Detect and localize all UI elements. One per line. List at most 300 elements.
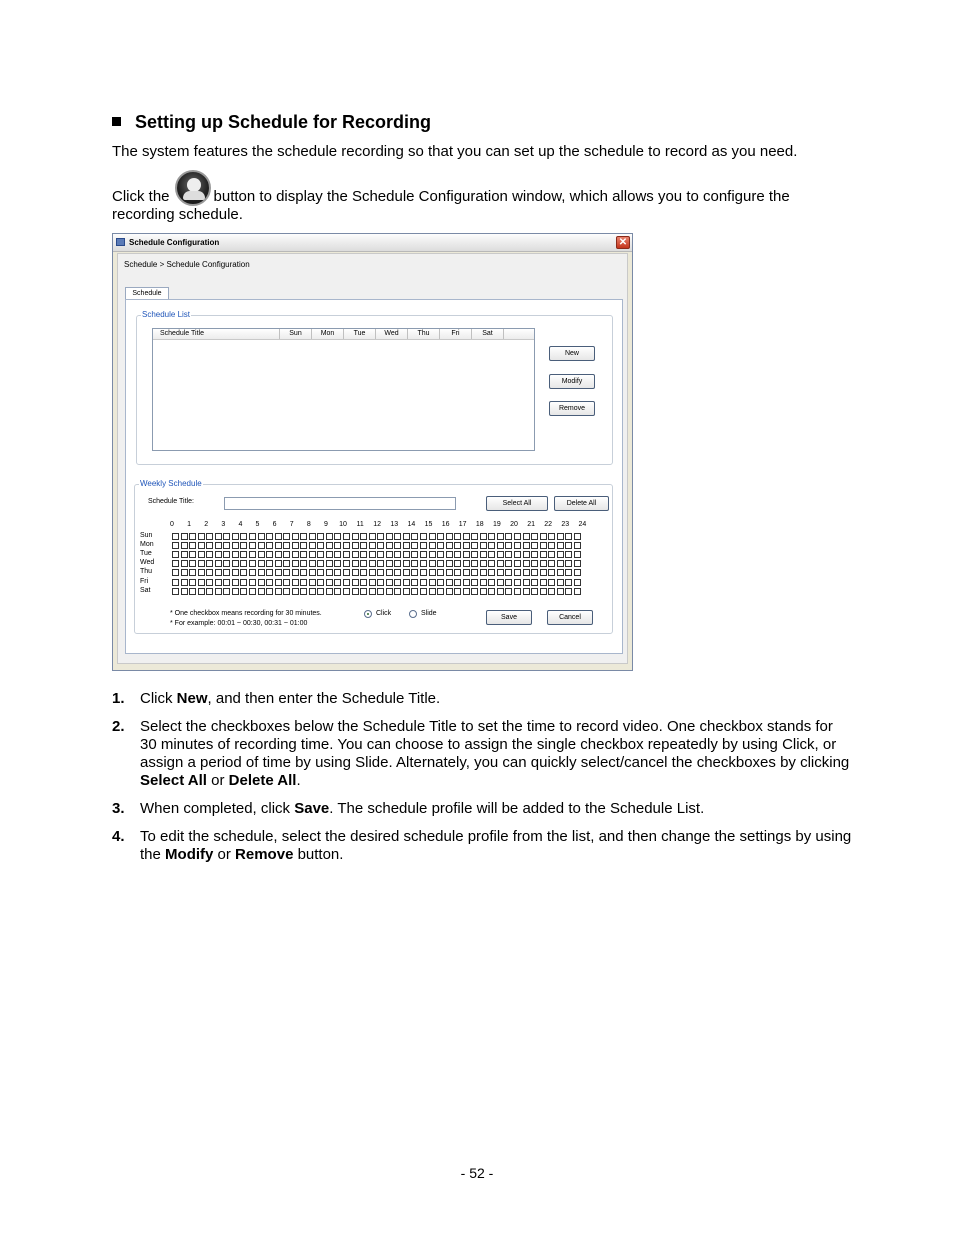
- schedule-slot-checkbox[interactable]: [565, 569, 572, 576]
- schedule-slot-checkbox[interactable]: [523, 588, 530, 595]
- schedule-slot-checkbox[interactable]: [258, 533, 265, 540]
- schedule-slot-checkbox[interactable]: [557, 560, 564, 567]
- schedule-slot-checkbox[interactable]: [497, 579, 504, 586]
- schedule-slot-checkbox[interactable]: [463, 579, 470, 586]
- schedule-slot-checkbox[interactable]: [266, 560, 273, 567]
- schedule-slot-checkbox[interactable]: [514, 588, 521, 595]
- schedule-slot-checkbox[interactable]: [309, 542, 316, 549]
- schedule-slot-checkbox[interactable]: [232, 579, 239, 586]
- schedule-slot-checkbox[interactable]: [343, 569, 350, 576]
- schedule-slot-checkbox[interactable]: [266, 533, 273, 540]
- schedule-slot-checkbox[interactable]: [275, 542, 282, 549]
- schedule-slot-checkbox[interactable]: [206, 579, 213, 586]
- schedule-slot-checkbox[interactable]: [420, 551, 427, 558]
- schedule-slot-checkbox[interactable]: [386, 588, 393, 595]
- schedule-slot-checkbox[interactable]: [275, 533, 282, 540]
- schedule-slot-checkbox[interactable]: [480, 551, 487, 558]
- remove-button[interactable]: Remove: [549, 401, 595, 416]
- schedule-slot-checkbox[interactable]: [565, 579, 572, 586]
- schedule-slot-checkbox[interactable]: [300, 542, 307, 549]
- schedule-slot-checkbox[interactable]: [206, 560, 213, 567]
- schedule-slot-checkbox[interactable]: [557, 542, 564, 549]
- schedule-slot-checkbox[interactable]: [181, 588, 188, 595]
- schedule-slot-checkbox[interactable]: [523, 569, 530, 576]
- schedule-slot-checkbox[interactable]: [403, 588, 410, 595]
- schedule-slot-checkbox[interactable]: [181, 542, 188, 549]
- schedule-slot-checkbox[interactable]: [394, 569, 401, 576]
- schedule-slot-checkbox[interactable]: [215, 579, 222, 586]
- schedule-slot-checkbox[interactable]: [394, 588, 401, 595]
- schedule-slot-checkbox[interactable]: [198, 551, 205, 558]
- schedule-slot-checkbox[interactable]: [497, 551, 504, 558]
- schedule-slot-checkbox[interactable]: [377, 579, 384, 586]
- schedule-slot-checkbox[interactable]: [403, 542, 410, 549]
- tab-schedule[interactable]: Schedule: [125, 287, 169, 300]
- schedule-slot-checkbox[interactable]: [523, 551, 530, 558]
- schedule-slot-checkbox[interactable]: [352, 551, 359, 558]
- schedule-slot-checkbox[interactable]: [446, 579, 453, 586]
- schedule-slot-checkbox[interactable]: [181, 551, 188, 558]
- schedule-slot-checkbox[interactable]: [215, 551, 222, 558]
- schedule-slot-checkbox[interactable]: [198, 533, 205, 540]
- schedule-slot-checkbox[interactable]: [334, 560, 341, 567]
- schedule-slot-checkbox[interactable]: [480, 542, 487, 549]
- schedule-slot-checkbox[interactable]: [223, 542, 230, 549]
- schedule-slot-checkbox[interactable]: [258, 569, 265, 576]
- schedule-slot-checkbox[interactable]: [403, 533, 410, 540]
- schedule-slot-checkbox[interactable]: [463, 542, 470, 549]
- schedule-slot-checkbox[interactable]: [523, 533, 530, 540]
- schedule-slot-checkbox[interactable]: [300, 588, 307, 595]
- schedule-slot-checkbox[interactable]: [463, 560, 470, 567]
- schedule-slot-checkbox[interactable]: [181, 560, 188, 567]
- schedule-slot-checkbox[interactable]: [531, 542, 538, 549]
- schedule-slot-checkbox[interactable]: [565, 542, 572, 549]
- schedule-slot-checkbox[interactable]: [557, 569, 564, 576]
- schedule-slot-checkbox[interactable]: [574, 560, 581, 567]
- schedule-slot-checkbox[interactable]: [334, 542, 341, 549]
- schedule-slot-checkbox[interactable]: [300, 569, 307, 576]
- schedule-slot-checkbox[interactable]: [574, 579, 581, 586]
- schedule-slot-checkbox[interactable]: [300, 579, 307, 586]
- schedule-slot-checkbox[interactable]: [326, 551, 333, 558]
- schedule-slot-checkbox[interactable]: [574, 569, 581, 576]
- schedule-slot-checkbox[interactable]: [232, 542, 239, 549]
- select-all-button[interactable]: Select All: [486, 496, 548, 511]
- schedule-slot-checkbox[interactable]: [574, 542, 581, 549]
- schedule-slot-checkbox[interactable]: [283, 533, 290, 540]
- schedule-slot-checkbox[interactable]: [497, 569, 504, 576]
- schedule-slot-checkbox[interactable]: [548, 551, 555, 558]
- schedule-slot-checkbox[interactable]: [403, 560, 410, 567]
- schedule-slot-checkbox[interactable]: [249, 579, 256, 586]
- list-column-header[interactable]: Sat: [472, 329, 504, 339]
- schedule-slot-checkbox[interactable]: [377, 569, 384, 576]
- schedule-slot-checkbox[interactable]: [411, 569, 418, 576]
- schedule-slot-checkbox[interactable]: [531, 560, 538, 567]
- schedule-slot-checkbox[interactable]: [463, 569, 470, 576]
- list-column-header[interactable]: Mon: [312, 329, 344, 339]
- schedule-slot-checkbox[interactable]: [334, 588, 341, 595]
- schedule-slot-checkbox[interactable]: [275, 579, 282, 586]
- schedule-slot-checkbox[interactable]: [352, 542, 359, 549]
- schedule-slot-checkbox[interactable]: [189, 560, 196, 567]
- schedule-slot-checkbox[interactable]: [352, 569, 359, 576]
- schedule-slot-checkbox[interactable]: [377, 588, 384, 595]
- schedule-slot-checkbox[interactable]: [198, 569, 205, 576]
- schedule-slot-checkbox[interactable]: [437, 579, 444, 586]
- schedule-slot-checkbox[interactable]: [369, 579, 376, 586]
- schedule-slot-checkbox[interactable]: [223, 569, 230, 576]
- schedule-slot-checkbox[interactable]: [514, 551, 521, 558]
- list-column-header[interactable]: Thu: [408, 329, 440, 339]
- schedule-slot-checkbox[interactable]: [454, 551, 461, 558]
- schedule-slot-checkbox[interactable]: [283, 569, 290, 576]
- schedule-slot-checkbox[interactable]: [394, 579, 401, 586]
- schedule-slot-checkbox[interactable]: [258, 560, 265, 567]
- schedule-slot-checkbox[interactable]: [488, 588, 495, 595]
- schedule-slot-checkbox[interactable]: [198, 588, 205, 595]
- schedule-slot-checkbox[interactable]: [266, 588, 273, 595]
- schedule-slot-checkbox[interactable]: [394, 542, 401, 549]
- schedule-slot-checkbox[interactable]: [557, 533, 564, 540]
- schedule-slot-checkbox[interactable]: [429, 588, 436, 595]
- schedule-slot-checkbox[interactable]: [198, 560, 205, 567]
- list-column-header[interactable]: Sun: [280, 329, 312, 339]
- schedule-slot-checkbox[interactable]: [548, 560, 555, 567]
- schedule-slot-checkbox[interactable]: [326, 588, 333, 595]
- schedule-slot-checkbox[interactable]: [514, 533, 521, 540]
- schedule-slot-checkbox[interactable]: [505, 542, 512, 549]
- schedule-slot-checkbox[interactable]: [523, 542, 530, 549]
- schedule-slot-checkbox[interactable]: [411, 551, 418, 558]
- schedule-slot-checkbox[interactable]: [360, 569, 367, 576]
- schedule-slot-checkbox[interactable]: [420, 533, 427, 540]
- schedule-slot-checkbox[interactable]: [386, 533, 393, 540]
- schedule-slot-checkbox[interactable]: [240, 542, 247, 549]
- schedule-slot-checkbox[interactable]: [471, 588, 478, 595]
- schedule-slot-checkbox[interactable]: [429, 560, 436, 567]
- schedule-slot-checkbox[interactable]: [540, 551, 547, 558]
- slide-mode-radio[interactable]: [409, 610, 417, 618]
- schedule-slot-checkbox[interactable]: [249, 542, 256, 549]
- schedule-slot-checkbox[interactable]: [446, 533, 453, 540]
- schedule-slot-checkbox[interactable]: [326, 533, 333, 540]
- schedule-slot-checkbox[interactable]: [386, 551, 393, 558]
- schedule-slot-checkbox[interactable]: [403, 551, 410, 558]
- schedule-slot-checkbox[interactable]: [334, 579, 341, 586]
- schedule-slot-checkbox[interactable]: [497, 588, 504, 595]
- schedule-slot-checkbox[interactable]: [411, 588, 418, 595]
- schedule-slot-checkbox[interactable]: [437, 551, 444, 558]
- schedule-slot-checkbox[interactable]: [454, 588, 461, 595]
- schedule-slot-checkbox[interactable]: [403, 579, 410, 586]
- schedule-slot-checkbox[interactable]: [446, 551, 453, 558]
- schedule-slot-checkbox[interactable]: [317, 542, 324, 549]
- schedule-slot-checkbox[interactable]: [343, 533, 350, 540]
- schedule-slot-checkbox[interactable]: [488, 579, 495, 586]
- schedule-slot-checkbox[interactable]: [454, 542, 461, 549]
- schedule-slot-checkbox[interactable]: [514, 569, 521, 576]
- modify-button[interactable]: Modify: [549, 374, 595, 389]
- schedule-slot-checkbox[interactable]: [215, 542, 222, 549]
- schedule-slot-checkbox[interactable]: [317, 551, 324, 558]
- schedule-slot-checkbox[interactable]: [309, 579, 316, 586]
- schedule-slot-checkbox[interactable]: [206, 551, 213, 558]
- schedule-slot-checkbox[interactable]: [454, 579, 461, 586]
- schedule-slot-checkbox[interactable]: [309, 569, 316, 576]
- schedule-slot-checkbox[interactable]: [471, 533, 478, 540]
- delete-all-button[interactable]: Delete All: [554, 496, 609, 511]
- schedule-slot-checkbox[interactable]: [317, 560, 324, 567]
- schedule-slot-checkbox[interactable]: [565, 551, 572, 558]
- schedule-slot-checkbox[interactable]: [574, 533, 581, 540]
- schedule-slot-checkbox[interactable]: [172, 579, 179, 586]
- schedule-slot-checkbox[interactable]: [249, 588, 256, 595]
- schedule-slot-checkbox[interactable]: [360, 551, 367, 558]
- schedule-slot-checkbox[interactable]: [266, 579, 273, 586]
- schedule-slot-checkbox[interactable]: [497, 533, 504, 540]
- schedule-slot-checkbox[interactable]: [471, 560, 478, 567]
- schedule-slot-checkbox[interactable]: [429, 579, 436, 586]
- schedule-slot-checkbox[interactable]: [488, 533, 495, 540]
- schedule-slot-checkbox[interactable]: [249, 551, 256, 558]
- schedule-slot-checkbox[interactable]: [317, 533, 324, 540]
- schedule-slot-checkbox[interactable]: [411, 579, 418, 586]
- schedule-slot-checkbox[interactable]: [292, 569, 299, 576]
- schedule-slot-checkbox[interactable]: [283, 560, 290, 567]
- schedule-slot-checkbox[interactable]: [317, 579, 324, 586]
- schedule-slot-checkbox[interactable]: [480, 588, 487, 595]
- schedule-slot-checkbox[interactable]: [300, 560, 307, 567]
- schedule-slot-checkbox[interactable]: [232, 588, 239, 595]
- schedule-slot-checkbox[interactable]: [394, 533, 401, 540]
- schedule-slot-checkbox[interactable]: [317, 569, 324, 576]
- schedule-slot-checkbox[interactable]: [223, 588, 230, 595]
- schedule-slot-checkbox[interactable]: [471, 542, 478, 549]
- schedule-slot-checkbox[interactable]: [181, 569, 188, 576]
- schedule-slot-checkbox[interactable]: [326, 560, 333, 567]
- list-column-header[interactable]: Wed: [376, 329, 408, 339]
- save-button[interactable]: Save: [486, 610, 532, 625]
- schedule-slot-checkbox[interactable]: [292, 588, 299, 595]
- schedule-slot-checkbox[interactable]: [309, 551, 316, 558]
- schedule-slot-checkbox[interactable]: [309, 533, 316, 540]
- schedule-slot-checkbox[interactable]: [531, 569, 538, 576]
- schedule-slot-checkbox[interactable]: [420, 560, 427, 567]
- schedule-slot-checkbox[interactable]: [488, 569, 495, 576]
- schedule-slot-checkbox[interactable]: [557, 588, 564, 595]
- schedule-slot-checkbox[interactable]: [240, 569, 247, 576]
- schedule-slot-checkbox[interactable]: [309, 588, 316, 595]
- schedule-slot-checkbox[interactable]: [471, 551, 478, 558]
- schedule-slot-checkbox[interactable]: [505, 569, 512, 576]
- schedule-slot-checkbox[interactable]: [343, 579, 350, 586]
- schedule-slot-checkbox[interactable]: [386, 569, 393, 576]
- schedule-slot-checkbox[interactable]: [369, 588, 376, 595]
- schedule-slot-checkbox[interactable]: [249, 569, 256, 576]
- schedule-slot-checkbox[interactable]: [386, 560, 393, 567]
- schedule-slot-checkbox[interactable]: [540, 533, 547, 540]
- schedule-slot-checkbox[interactable]: [531, 533, 538, 540]
- schedule-slot-checkbox[interactable]: [240, 560, 247, 567]
- schedule-slot-checkbox[interactable]: [172, 533, 179, 540]
- schedule-slot-checkbox[interactable]: [497, 542, 504, 549]
- schedule-slot-checkbox[interactable]: [326, 542, 333, 549]
- schedule-slot-checkbox[interactable]: [480, 579, 487, 586]
- schedule-slot-checkbox[interactable]: [574, 588, 581, 595]
- schedule-slot-checkbox[interactable]: [172, 542, 179, 549]
- schedule-slot-checkbox[interactable]: [292, 560, 299, 567]
- schedule-slot-checkbox[interactable]: [531, 588, 538, 595]
- schedule-slot-checkbox[interactable]: [505, 579, 512, 586]
- schedule-slot-checkbox[interactable]: [258, 588, 265, 595]
- schedule-slot-checkbox[interactable]: [565, 533, 572, 540]
- schedule-slot-checkbox[interactable]: [446, 542, 453, 549]
- schedule-slot-checkbox[interactable]: [249, 533, 256, 540]
- schedule-slot-checkbox[interactable]: [215, 560, 222, 567]
- schedule-slot-checkbox[interactable]: [206, 533, 213, 540]
- schedule-slot-checkbox[interactable]: [480, 560, 487, 567]
- schedule-slot-checkbox[interactable]: [283, 542, 290, 549]
- schedule-slot-checkbox[interactable]: [300, 551, 307, 558]
- schedule-slot-checkbox[interactable]: [360, 560, 367, 567]
- schedule-slot-checkbox[interactable]: [266, 551, 273, 558]
- schedule-slot-checkbox[interactable]: [215, 533, 222, 540]
- schedule-slot-checkbox[interactable]: [206, 588, 213, 595]
- schedule-slot-checkbox[interactable]: [557, 551, 564, 558]
- cancel-button[interactable]: Cancel: [547, 610, 593, 625]
- schedule-slot-checkbox[interactable]: [429, 551, 436, 558]
- schedule-slot-checkbox[interactable]: [514, 542, 521, 549]
- schedule-slot-checkbox[interactable]: [215, 569, 222, 576]
- schedule-slot-checkbox[interactable]: [437, 542, 444, 549]
- schedule-slot-checkbox[interactable]: [292, 551, 299, 558]
- schedule-slot-checkbox[interactable]: [275, 551, 282, 558]
- close-button[interactable]: ✕: [616, 236, 630, 249]
- schedule-slot-checkbox[interactable]: [557, 579, 564, 586]
- schedule-slot-checkbox[interactable]: [523, 560, 530, 567]
- schedule-slot-checkbox[interactable]: [488, 560, 495, 567]
- schedule-slot-checkbox[interactable]: [360, 533, 367, 540]
- schedule-slot-checkbox[interactable]: [292, 579, 299, 586]
- list-column-header[interactable]: Tue: [344, 329, 376, 339]
- schedule-slot-checkbox[interactable]: [463, 588, 470, 595]
- schedule-slot-checkbox[interactable]: [540, 579, 547, 586]
- schedule-slot-checkbox[interactable]: [454, 533, 461, 540]
- schedule-slot-checkbox[interactable]: [446, 560, 453, 567]
- schedule-slot-checkbox[interactable]: [283, 551, 290, 558]
- schedule-slot-checkbox[interactable]: [334, 533, 341, 540]
- schedule-slot-checkbox[interactable]: [172, 560, 179, 567]
- schedule-slot-checkbox[interactable]: [352, 533, 359, 540]
- schedule-slot-checkbox[interactable]: [446, 569, 453, 576]
- list-column-header[interactable]: Fri: [440, 329, 472, 339]
- schedule-slot-checkbox[interactable]: [437, 560, 444, 567]
- schedule-slot-checkbox[interactable]: [258, 551, 265, 558]
- schedule-slot-checkbox[interactable]: [531, 551, 538, 558]
- schedule-slot-checkbox[interactable]: [574, 551, 581, 558]
- schedule-slot-checkbox[interactable]: [531, 579, 538, 586]
- schedule-slot-checkbox[interactable]: [223, 579, 230, 586]
- schedule-slot-checkbox[interactable]: [189, 579, 196, 586]
- schedule-slot-checkbox[interactable]: [283, 579, 290, 586]
- schedule-slot-checkbox[interactable]: [189, 542, 196, 549]
- schedule-slot-checkbox[interactable]: [514, 560, 521, 567]
- schedule-slot-checkbox[interactable]: [223, 533, 230, 540]
- schedule-slot-checkbox[interactable]: [275, 588, 282, 595]
- schedule-slot-checkbox[interactable]: [548, 569, 555, 576]
- schedule-slot-checkbox[interactable]: [360, 588, 367, 595]
- schedule-slot-checkbox[interactable]: [420, 588, 427, 595]
- new-button[interactable]: New: [549, 346, 595, 361]
- schedule-slot-checkbox[interactable]: [411, 533, 418, 540]
- schedule-slot-checkbox[interactable]: [232, 569, 239, 576]
- schedule-slot-checkbox[interactable]: [386, 542, 393, 549]
- schedule-slot-checkbox[interactable]: [497, 560, 504, 567]
- schedule-slot-checkbox[interactable]: [343, 588, 350, 595]
- schedule-slot-checkbox[interactable]: [206, 569, 213, 576]
- schedule-slot-checkbox[interactable]: [565, 560, 572, 567]
- schedule-slot-checkbox[interactable]: [480, 533, 487, 540]
- schedule-slot-checkbox[interactable]: [172, 551, 179, 558]
- schedule-slot-checkbox[interactable]: [240, 551, 247, 558]
- schedule-slot-checkbox[interactable]: [343, 542, 350, 549]
- schedule-slot-checkbox[interactable]: [189, 533, 196, 540]
- schedule-slot-checkbox[interactable]: [437, 588, 444, 595]
- schedule-slot-checkbox[interactable]: [360, 542, 367, 549]
- schedule-slot-checkbox[interactable]: [420, 579, 427, 586]
- schedule-slot-checkbox[interactable]: [309, 560, 316, 567]
- schedule-slot-checkbox[interactable]: [505, 588, 512, 595]
- schedule-list-view[interactable]: [152, 328, 535, 451]
- schedule-slot-checkbox[interactable]: [352, 579, 359, 586]
- schedule-slot-checkbox[interactable]: [232, 560, 239, 567]
- schedule-slot-checkbox[interactable]: [240, 588, 247, 595]
- schedule-slot-checkbox[interactable]: [189, 551, 196, 558]
- schedule-slot-checkbox[interactable]: [369, 551, 376, 558]
- schedule-slot-checkbox[interactable]: [266, 542, 273, 549]
- schedule-slot-checkbox[interactable]: [352, 560, 359, 567]
- schedule-slot-checkbox[interactable]: [565, 588, 572, 595]
- schedule-slot-checkbox[interactable]: [548, 588, 555, 595]
- schedule-slot-checkbox[interactable]: [172, 588, 179, 595]
- schedule-slot-checkbox[interactable]: [437, 569, 444, 576]
- schedule-slot-checkbox[interactable]: [377, 533, 384, 540]
- list-column-header[interactable]: Schedule Title: [153, 329, 280, 339]
- schedule-slot-checkbox[interactable]: [275, 560, 282, 567]
- schedule-slot-checkbox[interactable]: [429, 569, 436, 576]
- schedule-slot-checkbox[interactable]: [463, 533, 470, 540]
- schedule-slot-checkbox[interactable]: [292, 542, 299, 549]
- schedule-slot-checkbox[interactable]: [249, 560, 256, 567]
- schedule-slot-checkbox[interactable]: [540, 569, 547, 576]
- schedule-slot-checkbox[interactable]: [198, 579, 205, 586]
- schedule-slot-checkbox[interactable]: [403, 569, 410, 576]
- schedule-slot-checkbox[interactable]: [189, 588, 196, 595]
- schedule-slot-checkbox[interactable]: [454, 560, 461, 567]
- schedule-slot-checkbox[interactable]: [360, 579, 367, 586]
- schedule-slot-checkbox[interactable]: [488, 542, 495, 549]
- schedule-slot-checkbox[interactable]: [352, 588, 359, 595]
- schedule-slot-checkbox[interactable]: [505, 560, 512, 567]
- schedule-slot-checkbox[interactable]: [411, 560, 418, 567]
- schedule-slot-checkbox[interactable]: [326, 569, 333, 576]
- schedule-slot-checkbox[interactable]: [471, 579, 478, 586]
- schedule-slot-checkbox[interactable]: [292, 533, 299, 540]
- schedule-slot-checkbox[interactable]: [369, 542, 376, 549]
- schedule-slot-checkbox[interactable]: [369, 533, 376, 540]
